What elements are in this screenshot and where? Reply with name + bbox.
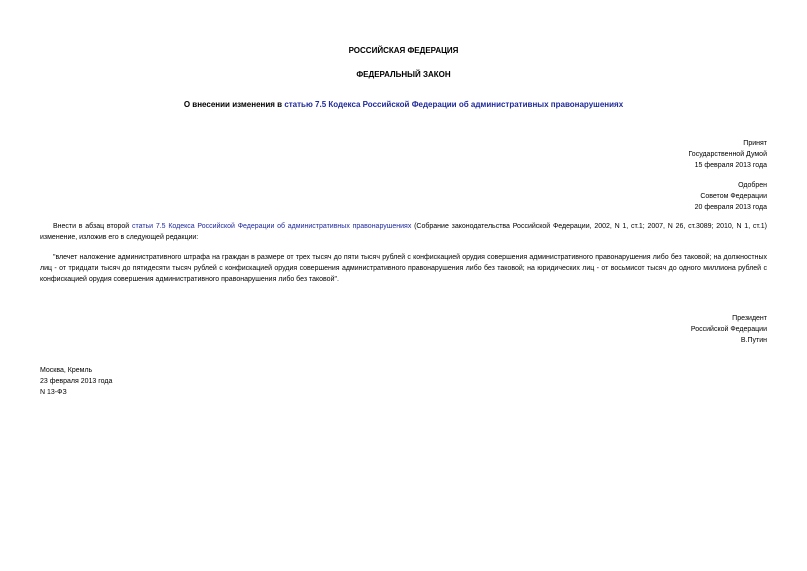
- signing-place: Москва, Кремль: [40, 367, 93, 374]
- law-type-heading: ФЕДЕРАЛЬНЫЙ ЗАКОН: [356, 70, 451, 79]
- approved-label: Одобрен: [738, 182, 767, 189]
- signature-name: В.Путин: [740, 337, 767, 344]
- adopted-block: [688, 138, 767, 171]
- approved-body: Советом Федерации: [700, 193, 767, 200]
- new-wording-paragraph: "влечет наложение административного штрафа на граждан в размере от трех тысяч до пяти тысяч рублей с конфискацией орудия совершения административного правонарушения либо без таковой; на должностных лиц - от тридцати тысяч до пятидесяти тысяч рублей с конфискацией орудия совершения административного правонарушения либо без таковой; на юридических лиц - от восьмисот тысяч до одного миллиона рублей с конфискацией орудия совершения административного правонарушения либо без таковой".: [40, 254, 767, 283]
- amendment-prefix: Внести в абзац второй: [53, 223, 132, 230]
- signature-title: Президент: [732, 315, 767, 322]
- adopted-body: Государственной Думой: [688, 151, 767, 158]
- approved-date: 20 февраля 2013 года: [694, 204, 767, 211]
- adopted-date: 15 февраля 2013 года: [694, 162, 767, 169]
- approved-block: [695, 180, 767, 213]
- signature-country: Российской Федерации: [690, 326, 767, 333]
- law-title-link[interactable]: статью 7.5 Кодекса Российской Федерации об административных правонарушениях: [284, 100, 624, 109]
- signature-block: [691, 313, 767, 346]
- law-title-prefix: О внесении изменения в: [183, 100, 285, 109]
- amendment-suffix: (Собрание законодательства Российской Федерации, 2002, N 1, ст.1; 2007, N 26, ст.3089; 2010, N 1, ст.1) изменение, изложив его в следующей редакции:: [40, 223, 768, 241]
- signing-date: 23 февраля 2013 года: [40, 378, 113, 385]
- article-link[interactable]: статьи 7.5 Кодекса Российской Федерации об административных правонарушениях: [131, 223, 412, 230]
- law-number: N 13-ФЗ: [40, 389, 67, 396]
- place-date-block: [40, 365, 112, 398]
- country-heading: РОССИЙСКАЯ ФЕДЕРАЦИЯ: [348, 46, 459, 55]
- amendment-paragraph: [40, 221, 767, 243]
- adopted-label: Принят: [743, 140, 767, 147]
- law-title: [0, 99, 807, 110]
